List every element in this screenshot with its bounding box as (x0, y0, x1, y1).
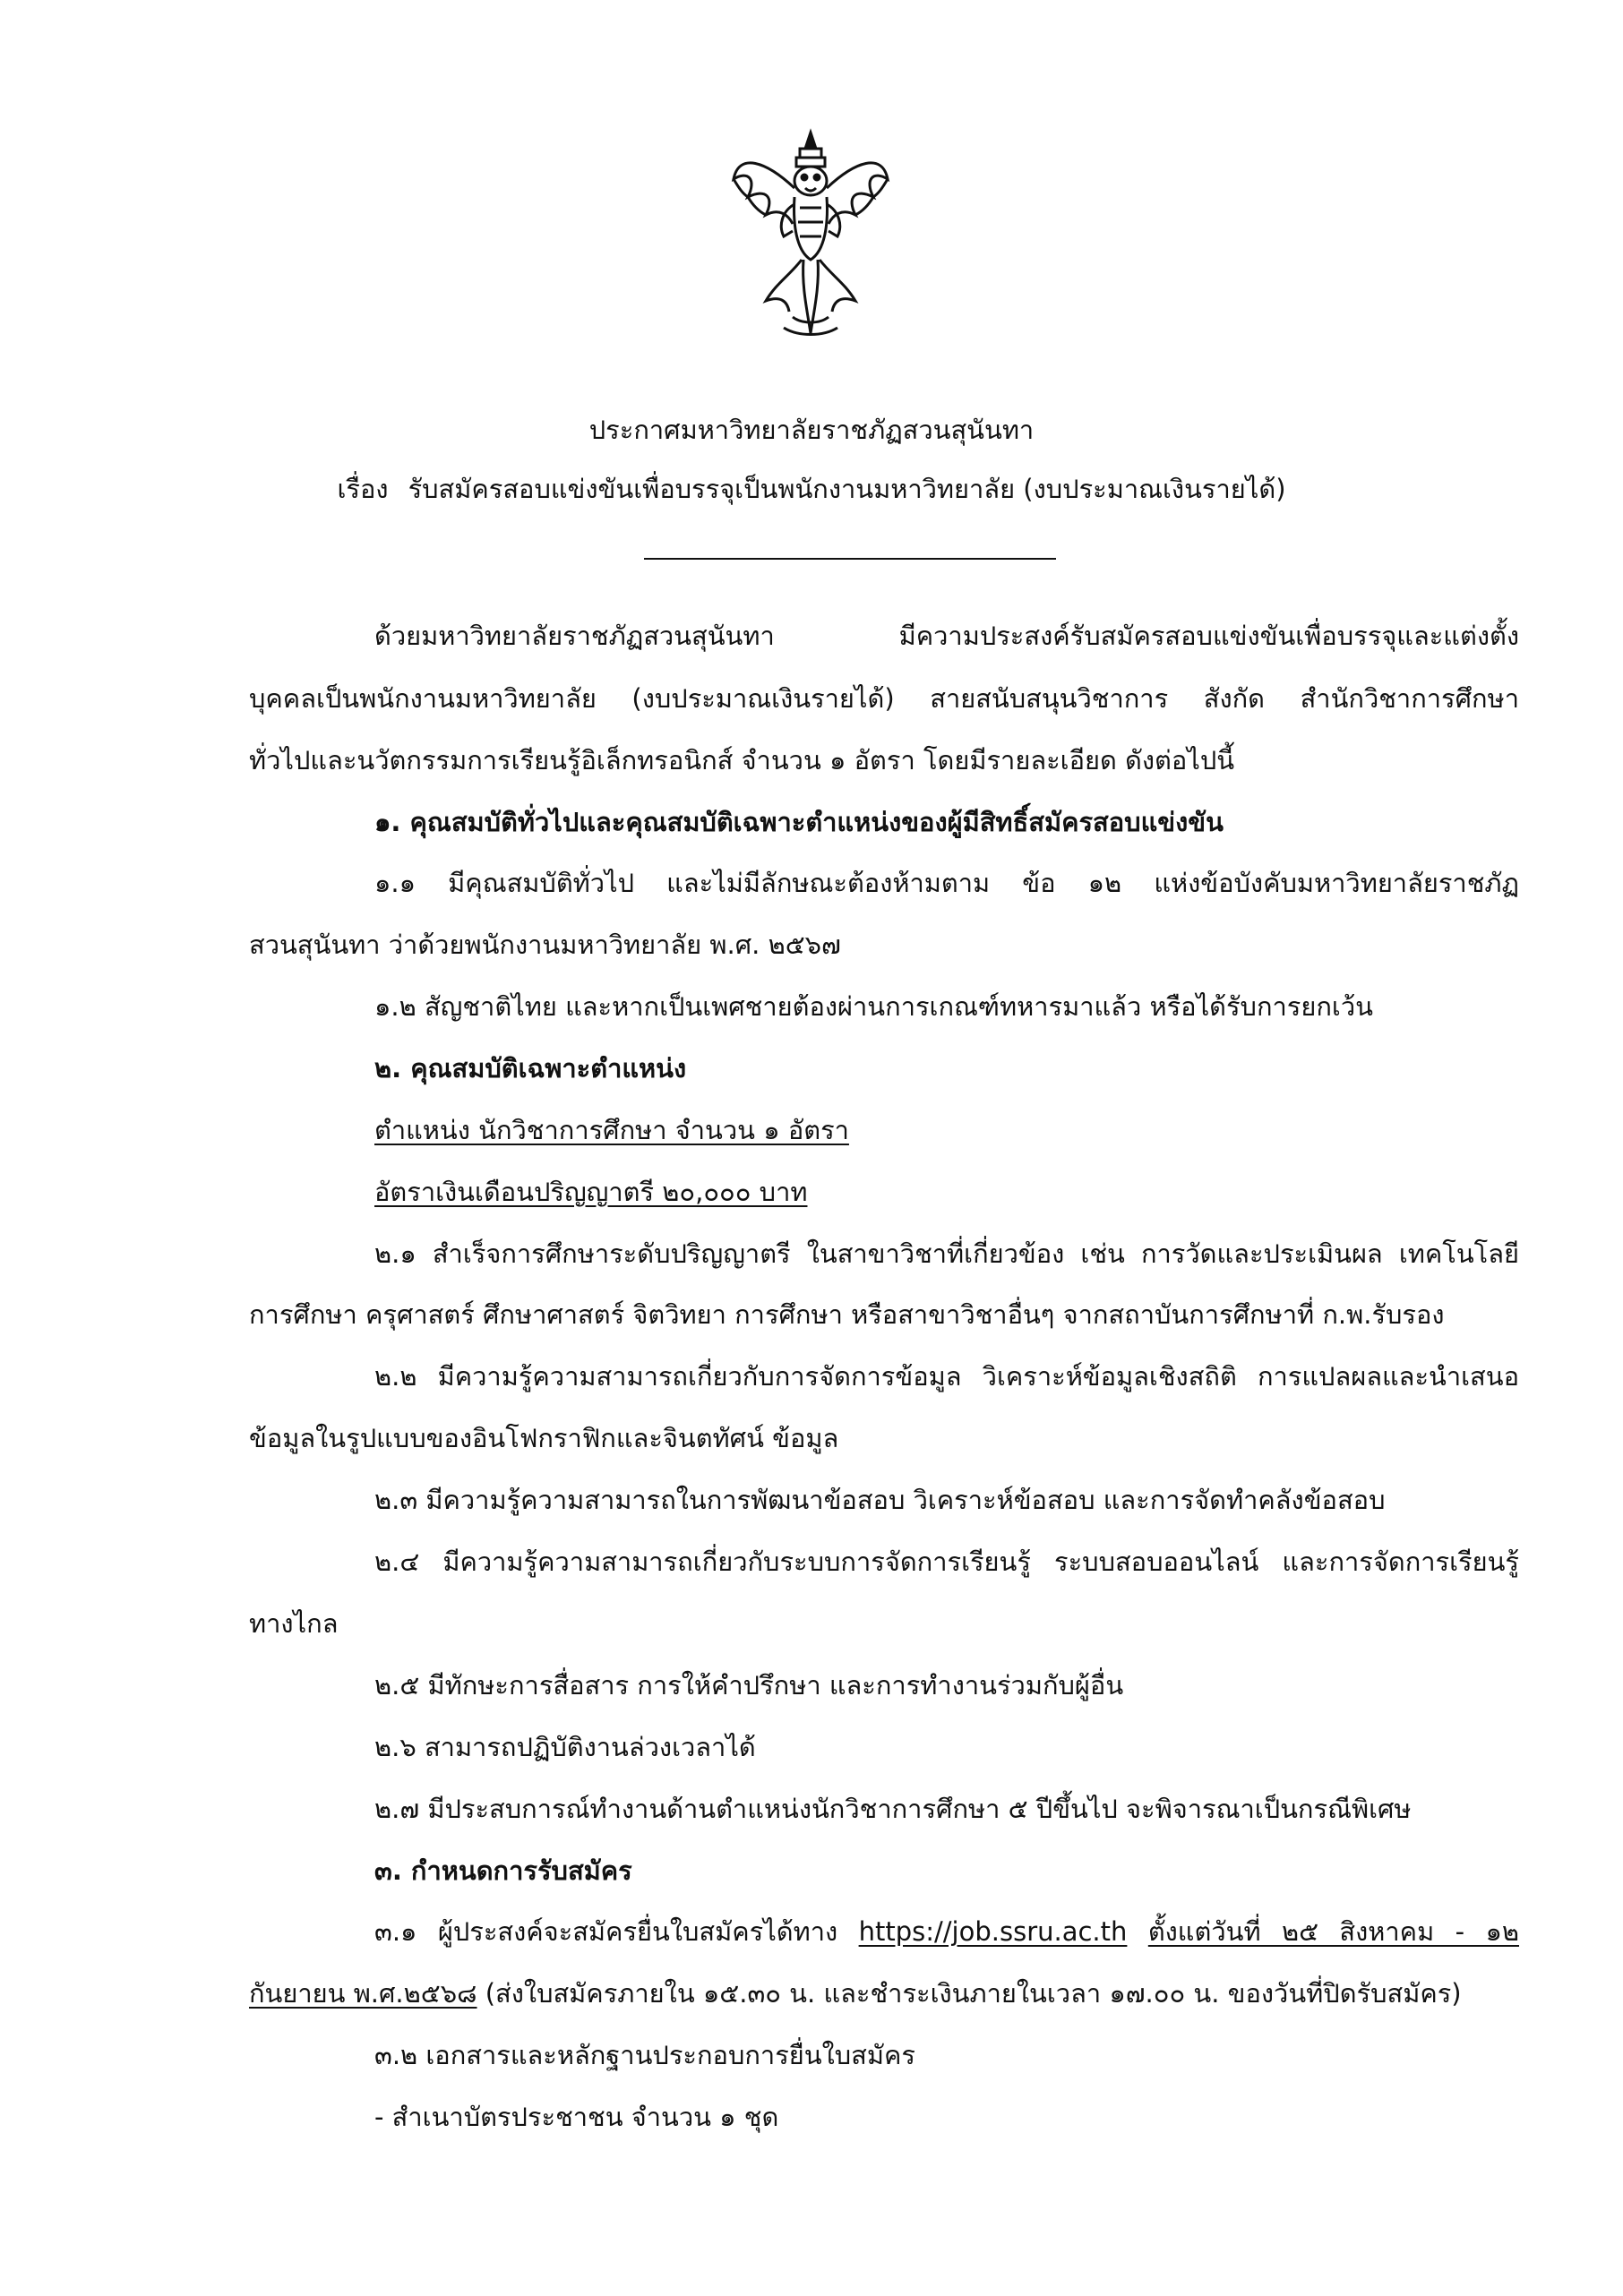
section-3-heading: ๓. กำหนดการรับสมัคร (374, 1855, 632, 1886)
garuda-emblem-icon (730, 125, 891, 340)
subject-line (0, 473, 1623, 507)
title-divider (644, 558, 1056, 560)
application-date-end: กันยายน พ.ศ.๒๕๖๘ (249, 1978, 477, 2009)
section-3-item-1-prefix: ๓.๑ ผู้ประสงค์จะสมัครยื่นใบสมัครได้ทาง (374, 1916, 838, 1947)
section-2-item-1-line-2: การศึกษา ครุศาสตร์ ศึกษาศาสตร์ จิตวิทยา การศึกษา หรือสาขาวิชาอื่นๆ จากสถาบันการศึกษาที่ ก.พ.รับรอง (249, 1299, 1445, 1330)
section-1-item-2: ๑.๒ สัญชาติไทย และหากเป็นเพศชายต้องผ่านการเกณฑ์ทหารมาแล้ว หรือได้รับการยกเว้น (374, 991, 1373, 1022)
intro-line-1: ด้วยมหาวิทยาลัยราชภัฏสวนสุนันทา มีความประสงค์รับสมัครสอบแข่งขันเพื่อบรรจุและแต่งตั้ง (374, 621, 1519, 651)
section-2-item-3: ๒.๓ มีความรู้ความสามารถในการพัฒนาข้อสอบ วิเคราะห์ข้อสอบ และการจัดทำคลังข้อสอบ (374, 1485, 1386, 1515)
application-note: (ส่งใบสมัครภายใน ๑๕.๓๐ น. และชำระเงินภายในเวลา ๑๗.๐๐ น. ของวันที่ปิดรับสมัคร) (485, 1978, 1462, 2009)
intro-line-3: ทั่วไปและนวัตกรรมการเรียนรู้อิเล็กทรอนิกส์ จำนวน ๑ อัตรา โดยมีรายละเอียด ดังต่อไปนี้ (249, 745, 1235, 775)
section-2-item-6: ๒.๖ สามารถปฏิบัติงานล่วงเวลาได้ (374, 1732, 756, 1762)
section-1-item-1-line-2: สวนสุนันทา ว่าด้วยพนักงานมหาวิทยาลัย พ.ศ. ๒๕๖๗ (249, 930, 841, 960)
section-2-item-1-line-1: ๒.๑ สำเร็จการศึกษาระดับปริญญาตรี ในสาขาวิชาที่เกี่ยวข้อง เช่น การวัดและประเมินผล เทคโนโลยี (374, 1238, 1519, 1269)
section-2-item-4-line-2: ทางไกล (249, 1608, 339, 1639)
position-title: ตำแหน่ง นักวิชาการศึกษา จำนวน ๑ อัตรา (374, 1115, 849, 1145)
section-3-item-1-line-2 (249, 1977, 1462, 2011)
salary-rate: อัตราเงินเดือนปริญญาตรี ๒๐,๐๐๐ บาท (374, 1177, 808, 1207)
section-1-heading: ๑. คุณสมบัติทั่วไปและคุณสมบัติเฉพาะตำแหน่งของผู้มีสิทธิ์สมัครสอบแข่งขัน (374, 807, 1224, 837)
subject-text: รับสมัครสอบแข่งขันเพื่อบรรจุเป็นพนักงานมหาวิทยาลัย (งบประมาณเงินรายได้) (408, 474, 1286, 504)
section-3-item-2: ๓.๒ เอกสารและหลักฐานประกอบการยื่นใบสมัคร (374, 2040, 915, 2070)
section-2-item-2-line-1: ๒.๒ มีความรู้ความสามารถเกี่ยวกับการจัดการข้อมูล วิเคราะห์ข้อมูลเชิงสถิติ การแปลผลและนำเสนอ (374, 1361, 1519, 1392)
section-2-heading: ๒. คุณสมบัติเฉพาะตำแหน่ง (374, 1053, 687, 1084)
section-2-item-7: ๒.๗ มีประสบการณ์ทำงานด้านตำแหน่งนักวิชาการศึกษา ๕ ปีขึ้นไป จะพิจารณาเป็นกรณีพิเศษ (374, 1794, 1412, 1824)
section-2-item-4-line-1: ๒.๔ มีความรู้ความสามารถเกี่ยวกับระบบการจัดการเรียนรู้ ระบบสอบออนไลน์ และการจัดการเรียนรู้ (374, 1546, 1519, 1577)
subject-label: เรื่อง (337, 474, 389, 504)
page-title: ประกาศมหาวิทยาลัยราชภัฏสวนสุนันทา (588, 415, 1035, 445)
section-2-item-5: ๒.๕ มีทักษะการสื่อสาร การให้คำปรึกษา และการทำงานร่วมกับผู้อื่น (374, 1670, 1124, 1701)
application-link[interactable]: https://job.ssru.ac.th (858, 1916, 1128, 1947)
section-3-item-1-line-1 (374, 1915, 1519, 1949)
section-2-item-2-line-2: ข้อมูลในรูปแบบของอินโฟกราฟิกและจินตทัศน์ ข้อมูล (249, 1423, 839, 1453)
application-date-start: ตั้งแต่วันที่ ๒๕ สิงหาคม - ๑๒ (1147, 1916, 1519, 1947)
section-1-item-1-line-1: ๑.๑ มีคุณสมบัติทั่วไป และไม่มีลักษณะต้องห้ามตาม ข้อ ๑๒ แห่งข้อบังคับมหาวิทยาลัยราชภัฏ (374, 868, 1519, 898)
document-item-1: - สำเนาบัตรประชาชน จำนวน ๑ ชุด (374, 2102, 779, 2132)
intro-line-2: บุคคลเป็นพนักงานมหาวิทยาลัย (งบประมาณเงินรายได้) สายสนับสนุนวิชาการ สังกัด สำนักวิชาการศึกษา (249, 683, 1519, 714)
